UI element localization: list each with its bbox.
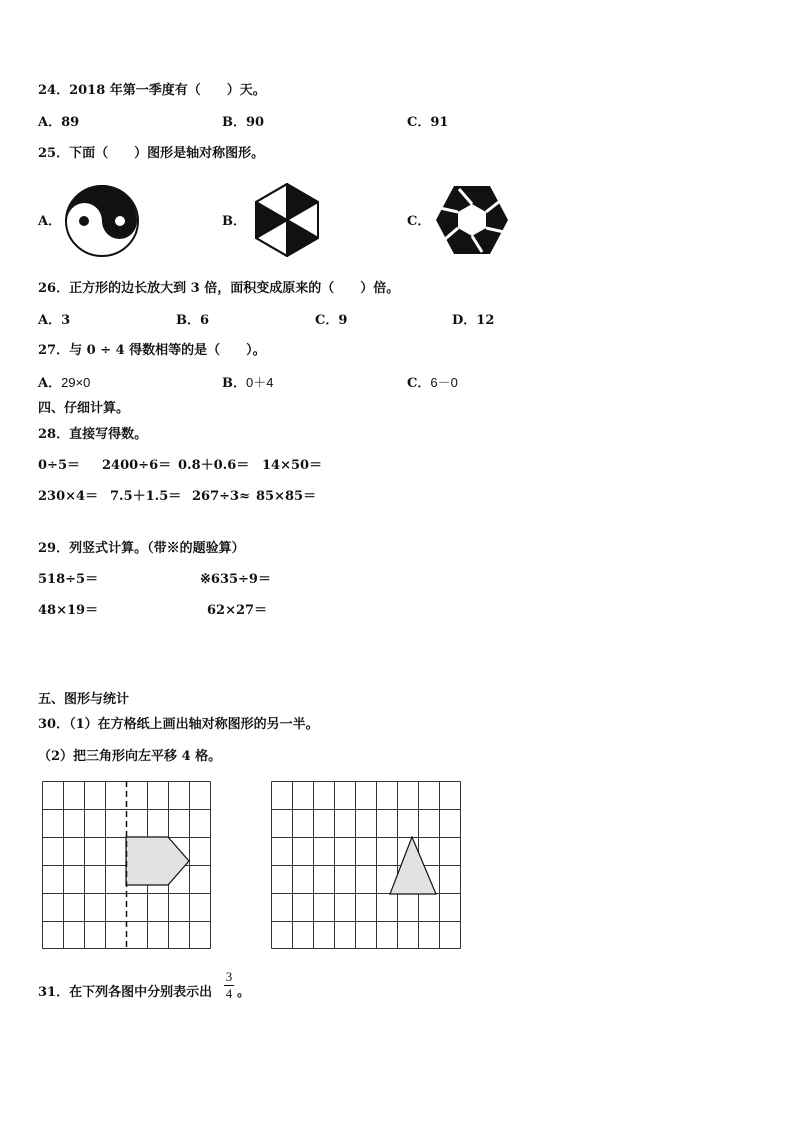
q29-item: 48×19＝ — [38, 603, 99, 618]
q27-option-c-letter: C． — [407, 376, 431, 391]
q27-option-a-expr: 29×0 — [61, 375, 91, 390]
q26-option-d: D．12 — [452, 313, 495, 328]
q24-stem: 24．2018 年第一季度有（ ）天。 — [38, 83, 266, 98]
q27-option-b — [222, 375, 273, 392]
q28-item: 0.8＋0.6＝ — [178, 458, 250, 473]
q27-option-c-expr: 6－0 — [430, 375, 458, 390]
yin-yang-icon — [64, 184, 140, 258]
q25-option-a: A． — [38, 214, 62, 229]
q31-stem-after: 。 — [237, 985, 251, 1000]
q25-option-b: B． — [222, 214, 246, 229]
q28-item: 0÷5＝ — [38, 458, 80, 473]
q24-option-b: B．90 — [222, 115, 265, 130]
q26-option-a: A．3 — [38, 313, 71, 328]
q27-option-b-expr: 0＋4 — [246, 375, 274, 390]
q31-stem — [38, 985, 212, 1001]
q26-stem: 26．正方形的边长放大到 3 倍，面积变成原来的（ ）倍。 — [38, 281, 400, 296]
camera-aperture-hexagon-icon — [434, 184, 510, 256]
section5-title: 五、图形与统计 — [38, 692, 130, 707]
q28-stem: 28．直接写得数。 — [38, 427, 148, 442]
q28-item: 7.5＋1.5＝ — [110, 489, 182, 504]
q26-option-c: C．9 — [315, 313, 348, 328]
q24-option-a: A．89 — [38, 115, 80, 130]
q28-item: 267÷3≈ — [192, 489, 250, 504]
symmetry-grid — [42, 781, 213, 951]
q27-option-a — [38, 375, 90, 392]
q31-fraction — [222, 970, 236, 1001]
q29-item: 518÷5＝ — [38, 572, 99, 587]
q27-stem: 27．与 0 ÷ 4 得数相等的是（ ）。 — [38, 343, 266, 358]
q28-item: 230×4＝ — [38, 489, 99, 504]
q28-item: 85×85＝ — [256, 489, 317, 504]
fraction-denominator: 4 — [225, 986, 233, 1001]
q28-item: 2400÷6＝ — [102, 458, 172, 473]
q28-item: 14×50＝ — [262, 458, 323, 473]
fraction-numerator: 3 — [225, 969, 233, 984]
q31-stem-before: 31．在下列各图中分别表示出 — [38, 985, 213, 1000]
q29-stem: 29．列竖式计算。（带※的题验算） — [38, 541, 245, 556]
q27-option-a-letter: A． — [38, 376, 62, 391]
q29-item: 62×27＝ — [207, 603, 268, 618]
q30-part2: （2）把三角形向左平移 4 格。 — [38, 749, 222, 764]
translation-grid — [271, 781, 463, 951]
section4-title: 四、仔细计算。 — [38, 401, 130, 416]
q27-option-c — [407, 375, 458, 392]
q25-stem: 25．下面（ ）图形是轴对称图形。 — [38, 146, 265, 161]
q25-option-c: C． — [407, 214, 431, 229]
q27-option-b-letter: B． — [222, 376, 246, 391]
q26-option-b: B．6 — [176, 313, 210, 328]
q29-item: ※635÷9＝ — [200, 572, 271, 587]
hexagon-six-triangles-icon — [250, 182, 324, 258]
q30-part1: 30．（1）在方格纸上画出轴对称图形的另一半。 — [38, 717, 319, 732]
q24-option-c: C．91 — [407, 115, 449, 130]
